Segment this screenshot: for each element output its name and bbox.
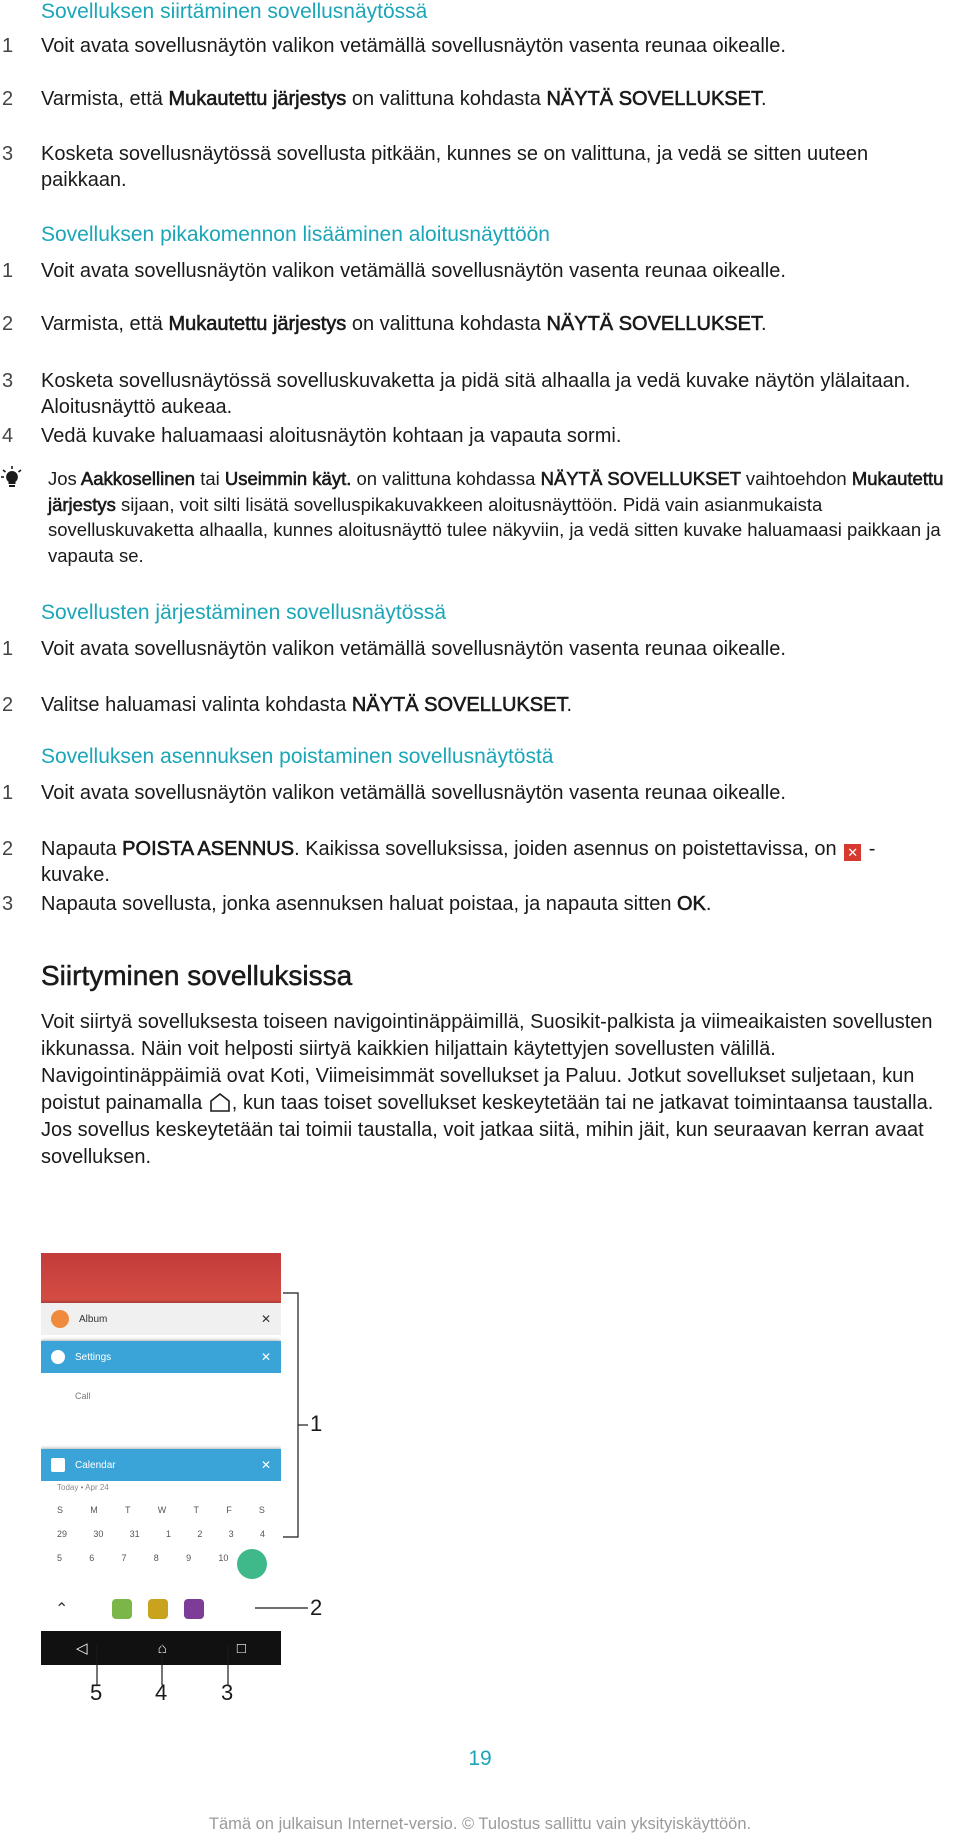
callout-label: 1 [310, 1411, 323, 1436]
calendar-cell: 8 [153, 1553, 159, 1563]
calendar-cell: 29 [57, 1529, 68, 1539]
step-number: 1 [2, 638, 14, 660]
calendar-cell: 4 [259, 1529, 265, 1539]
step-number: 1 [2, 35, 14, 57]
calendar-cell: 1 [165, 1529, 171, 1539]
step-text: Voit avata sovellusnäytön valikon vetämällä sovellusnäytön vasenta reunaa oikealle. [41, 782, 786, 804]
page-heading: Siirtyminen sovelluksissa [41, 960, 353, 991]
step-text: Varmista, että Mukautettu järjestys on valittuna kohdasta NÄYTÄ SOVELLUKSET. [41, 313, 767, 335]
step-number: 2 [2, 838, 14, 860]
close-icon[interactable]: ✕ [260, 1312, 271, 1326]
step-number: 2 [2, 694, 14, 716]
section-title: Sovelluksen siirtäminen sovellusnäytössä [41, 0, 428, 23]
ui-term: NÄYTÄ SOVELLUKSET [546, 313, 761, 335]
step-text: Napauta sovellusta, jonka asennuksen haluat poistaa, ja napauta sitten OK. [41, 893, 712, 915]
card-title: Album [79, 1313, 108, 1325]
calendar-cell: 3 [228, 1529, 234, 1539]
step-text: Varmista, että Mukautettu järjestys on valittuna kohdasta NÄYTÄ SOVELLUKSET. [41, 88, 767, 110]
calendar-cell: 10 [218, 1553, 229, 1563]
callout-label: 5 [90, 1680, 103, 1705]
lightbulb-icon [0, 465, 24, 489]
card-title: Calendar [75, 1459, 116, 1471]
callout-lines [0, 1253, 340, 1713]
calendar-cell: W [157, 1505, 167, 1515]
step-number: 3 [2, 893, 14, 915]
step-text: Kosketa sovellusnäytössä sovellusta pitkään, kunnes se on valittuna, ja vedä se sitten uuteen paikkaan. [41, 143, 869, 191]
callout-label: 4 [155, 1680, 168, 1705]
step-text: Valitse haluamasi valinta kohdasta NÄYTÄ SOVELLUKSET. [41, 694, 573, 716]
card-title: Settings [75, 1351, 112, 1363]
step-text: Napauta POISTA ASENNUS. Kaikissa sovelluksissa, joiden asennus on poistettavissa, on ✕ -kuvake. [41, 838, 876, 886]
step-text: Voit avata sovellusnäytön valikon vetämällä sovellusnäytön vasenta reunaa oikealle. [41, 638, 786, 660]
calendar-cell: 5 [57, 1553, 63, 1563]
back-icon[interactable]: ◁ [76, 1640, 88, 1657]
ui-term: POISTA ASENNUS [122, 838, 295, 860]
ui-term: NÄYTÄ SOVELLUKSET [540, 468, 741, 489]
callout-label: 2 [310, 1595, 323, 1620]
chevron-up-icon[interactable]: ⌃ [55, 1601, 69, 1618]
calendar-cell: F [226, 1505, 232, 1515]
step-text: Voit avata sovellusnäytön valikon vetämällä sovellusnäytön vasenta reunaa oikealle. [41, 260, 786, 282]
step-number: 4 [2, 425, 14, 447]
calendar-cell: 2 [197, 1529, 203, 1539]
section-title: Sovellusten järjestäminen sovellusnäytössä [41, 601, 447, 624]
ui-term: NÄYTÄ SOVELLUKSET [351, 694, 567, 716]
ui-term: OK [677, 893, 706, 915]
calendar-cell: 9 [186, 1553, 192, 1563]
footer-note: Tämä on julkaisun Internet-versio. © Tulostus sallittu vain yksityiskäyttöön. [208, 1815, 752, 1833]
step-number: 2 [2, 88, 14, 110]
close-icon[interactable]: ✕ [260, 1350, 271, 1364]
calendar-cell: T [193, 1505, 199, 1515]
home-icon[interactable]: ⌂ [157, 1639, 167, 1657]
step-number: 1 [2, 782, 14, 804]
card-content: Call [75, 1391, 91, 1401]
step-number: 2 [2, 313, 14, 335]
body-paragraph: Voit siirtyä sovelluksesta toiseen navigointinäppäimillä, Suosikit-palkista ja viimeaikaisten sovellusten ikkunassa. Näin voit helposti siirtyä kaikkien hiljattain käytettyjen sovellusten välillä. Navigointinäppäimiä ovat Koti, Viimeisimmät sovellukset ja Paluu. Jotkut sovellukset suljetaan, kun poistut painamalla , kun taas toiset sovellukset keskeytetään tai ne jatkavat toimintaansa taustalla. Jos sovellus keskeytetään tai toimii taustalla, voit jatkaa siitä, mihin jäit, kun seuraavan kerran avaat sovelluksen. [41, 1011, 934, 1168]
step-number: 3 [2, 370, 14, 392]
step-number: 1 [2, 260, 14, 282]
calendar-cell: T [124, 1505, 131, 1515]
section-title: Sovelluksen pikakomennon lisääminen aloitusnäyttöön [41, 223, 550, 246]
calendar-cell: 30 [93, 1529, 104, 1539]
calendar-cell: 31 [129, 1529, 140, 1539]
step-text: Kosketa sovellusnäytössä sovelluskuvaketta ja pidä sitä alhaalla ja vedä kuvake näytön ylälaitaan. Aloitusnäyttö aukeaa. [41, 370, 911, 418]
recent-apps-icon[interactable]: □ [236, 1639, 246, 1657]
step-text: Vedä kuvake haluamaasi aloitusnäytön kohtaan ja vapauta sormi. [41, 425, 622, 447]
ui-term: Useimmin käyt. [224, 468, 352, 489]
calendar-cell: S [258, 1505, 265, 1515]
delete-icon: ✕ [844, 844, 861, 861]
close-icon[interactable]: ✕ [260, 1458, 271, 1472]
calendar-date: Today • Apr 24 [57, 1483, 109, 1492]
step-text: Voit avata sovellusnäytön valikon vetämällä sovellusnäytön vasenta reunaa oikealle. [41, 35, 786, 57]
ui-term: Aakkosellinen [80, 468, 196, 489]
callout-label: 3 [221, 1680, 234, 1705]
step-number: 3 [2, 143, 14, 165]
ui-term: Mukautettu järjestys [168, 313, 347, 335]
ui-term: Mukautettu järjestys [48, 468, 944, 515]
page-number: 19 [468, 1747, 492, 1770]
ui-term: NÄYTÄ SOVELLUKSET [546, 88, 761, 110]
calendar-cell: 6 [89, 1553, 95, 1563]
calendar-cell: S [57, 1505, 64, 1515]
section-title: Sovelluksen asennuksen poistaminen sovellusnäytöstä [41, 745, 554, 768]
tip-note: Jos Aakkosellinen tai Useimmin käyt. on valittuna kohdassa NÄYTÄ SOVELLUKSET vaihtoehdon Mukautettu järjestys sijaan, voit silti lisätä sovelluspikakuvakkeen aloitusnäyttöön. Pidä vain asianmukaista sovelluskuvaketta alhaalla, kunnes aloitusnäyttö tulee näkyviin, ja vedä sitten kuvake haluamaasi paikkaan ja vapauta se. [48, 468, 944, 566]
calendar-cell: M [90, 1505, 98, 1515]
ui-term: Mukautettu järjestys [168, 88, 347, 110]
home-icon [208, 1092, 232, 1112]
calendar-cell: 7 [121, 1553, 127, 1563]
